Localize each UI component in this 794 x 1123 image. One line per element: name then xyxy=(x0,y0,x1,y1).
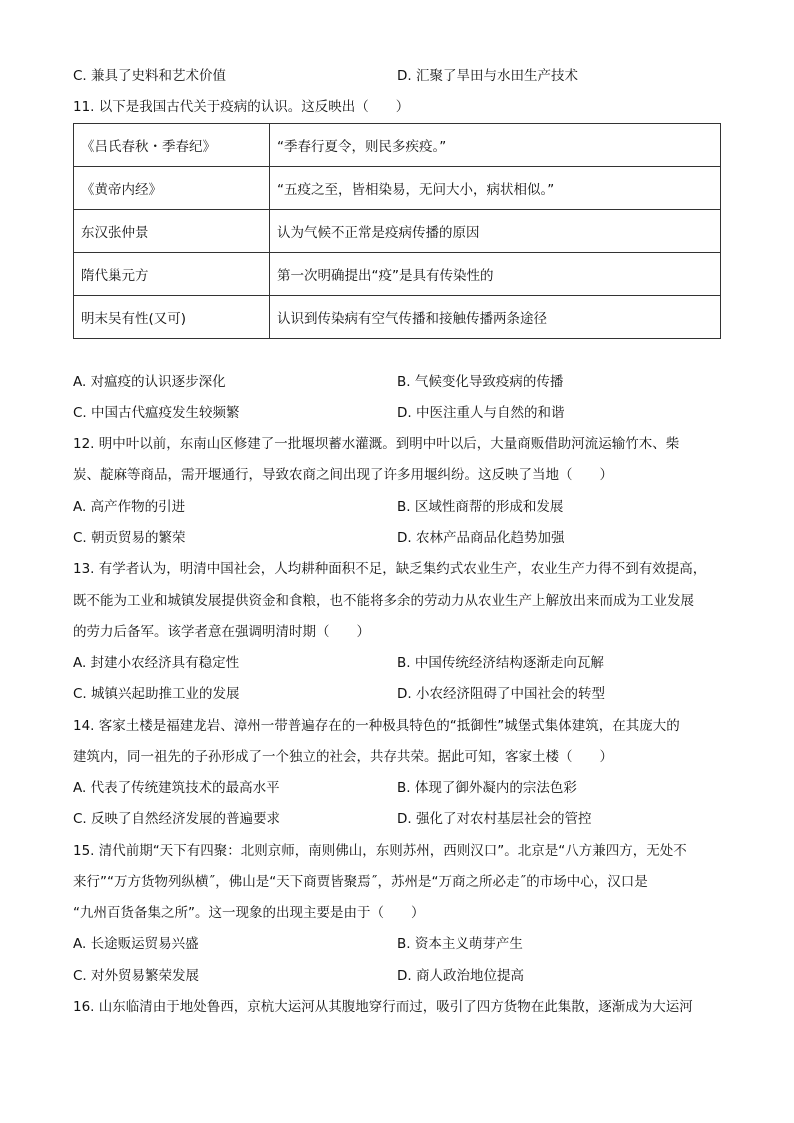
q13-option-d: D. 小农经济阻碍了中国社会的转型 xyxy=(397,686,605,702)
q14-stem-line-1: 14. 客家土楼是福建龙岩、漳州一带普遍存在的一种极具特色的“抵御性”城堡式集体建筑，在其庞大的 xyxy=(73,718,680,734)
table-row xyxy=(74,124,721,167)
q12-stem-line-2: 炭、靛麻等商品，需开堰通行，导致农商之间出现了许多用堰纠纷。这反映了当地（ ） xyxy=(73,467,613,483)
q13-option-a: A. 封建小农经济具有稳定性 xyxy=(73,655,240,671)
table-cell-content: 第一次明确提出“疫”是具有传染性的 xyxy=(270,253,721,296)
q12-option-a: A. 高产作物的引进 xyxy=(73,499,186,515)
q13-stem-line-2: 既不能为工业和城镇发展提供资金和食粮，也不能将多余的劳动力从农业生产上解放出来而成为工业发展 xyxy=(73,593,694,609)
table-row xyxy=(74,210,721,253)
q11-options-row-cd xyxy=(73,403,733,423)
q15-option-d: D. 商人政治地位提高 xyxy=(397,968,524,984)
q15-options-row-cd xyxy=(73,966,733,986)
q10-option-d: D. 汇聚了旱田与水田生产技术 xyxy=(397,68,578,84)
q15-option-b: B. 资本主义萌芽产生 xyxy=(397,936,523,952)
q11-option-a: A. 对瘟疫的认识逐步深化 xyxy=(73,374,226,390)
q13-options-row-cd xyxy=(73,684,733,704)
table-cell-source: 《吕氏春秋・季春纪》 xyxy=(74,124,270,167)
table-row xyxy=(74,167,721,210)
q11-option-b: B. 气候变化导致疫病的传播 xyxy=(397,374,564,390)
q14-option-d: D. 强化了对农村基层社会的管控 xyxy=(397,811,592,827)
q14-stem-line-2: 建筑内，同一祖先的子孙形成了一个独立的社会，共存共荣。据此可知，客家土楼（ ） xyxy=(73,749,613,765)
q14-option-a: A. 代表了传统建筑技术的最高水平 xyxy=(73,780,280,796)
q11-stem: 11. 以下是我国古代关于疫病的认识。这反映出（ ） xyxy=(73,99,410,115)
q13-option-c: C. 城镇兴起助推工业的发展 xyxy=(73,686,240,702)
q14-options-row-cd xyxy=(73,809,733,829)
q15-option-a: A. 长途贩运贸易兴盛 xyxy=(73,936,199,952)
q11-table xyxy=(73,123,721,339)
q11-options-row-ab xyxy=(73,372,733,392)
q13-options-row-ab xyxy=(73,653,733,673)
q14-options-row-ab xyxy=(73,778,733,798)
q12-option-b: B. 区域性商帮的形成和发展 xyxy=(397,499,564,515)
q11-option-c: C. 中国古代瘟疫发生较频繁 xyxy=(73,405,240,421)
q12-options-row-ab xyxy=(73,497,733,517)
q13-stem-line-3: 的劳力后备军。该学者意在强调明清时期（ ） xyxy=(73,624,370,640)
table-cell-source: 明末吴有性(又可) xyxy=(74,296,270,339)
table-cell-content: “季春行夏令，则民多疾疫。” xyxy=(270,124,721,167)
q10-options-row-cd xyxy=(73,66,733,86)
q13-stem-line-1: 13. 有学者认为，明清中国社会，人均耕种面积不足，缺乏集约式农业生产，农业生产力得不到有效提高， xyxy=(73,561,707,577)
q10-option-c: C. 兼具了史料和艺术价值 xyxy=(73,68,227,84)
q15-option-c: C. 对外贸易繁荣发展 xyxy=(73,968,200,984)
table-cell-source: 隋代巢元方 xyxy=(74,253,270,296)
q11-option-d: D. 中医注重人与自然的和谐 xyxy=(397,405,565,421)
table-row xyxy=(74,253,721,296)
table-row xyxy=(74,296,721,339)
table-cell-content: “五疫之至，皆相染易，无问大小，病状相似。” xyxy=(270,167,721,210)
table-cell-source: 《黄帝内经》 xyxy=(74,167,270,210)
table-cell-source: 东汉张仲景 xyxy=(74,210,270,253)
q12-option-d: D. 农林产品商品化趋势加强 xyxy=(397,530,565,546)
q12-option-c: C. 朝贡贸易的繁荣 xyxy=(73,530,186,546)
q12-stem-line-1: 12. 明中叶以前，东南山区修建了一批堰坝蓄水灌溉。到明中叶以后，大量商贩借助河流运输竹木、柴 xyxy=(73,436,680,452)
q15-stem-line-2: 来行”“万方货物列纵横˝，佛山是“天下商贾皆聚焉˝，苏州是“万商之所必走˝的市场中心，汉口是 xyxy=(73,874,648,890)
q14-option-b: B. 体现了御外凝内的宗法色彩 xyxy=(397,780,577,796)
q13-option-b: B. 中国传统经济结构逐渐走向瓦解 xyxy=(397,655,604,671)
q15-stem-line-1: 15. 清代前期“天下有四聚：北则京师，南则佛山，东则苏州，西则汉口”。北京是“八方兼四方，无处不 xyxy=(73,843,687,859)
q16-stem-line-1: 16. 山东临清由于地处鲁西，京杭大运河从其腹地穿行而过，吸引了四方货物在此集散，逐渐成为大运河 xyxy=(73,999,693,1015)
q15-options-row-ab xyxy=(73,934,733,954)
table-cell-content: 认识到传染病有空气传播和接触传播两条途径 xyxy=(270,296,721,339)
q14-option-c: C. 反映了自然经济发展的普遍要求 xyxy=(73,811,281,827)
q12-options-row-cd xyxy=(73,528,733,548)
q15-stem-line-3: “九州百货备集之所”。这一现象的出现主要是由于（ ） xyxy=(73,905,425,921)
table-cell-content: 认为气候不正常是疫病传播的原因 xyxy=(270,210,721,253)
